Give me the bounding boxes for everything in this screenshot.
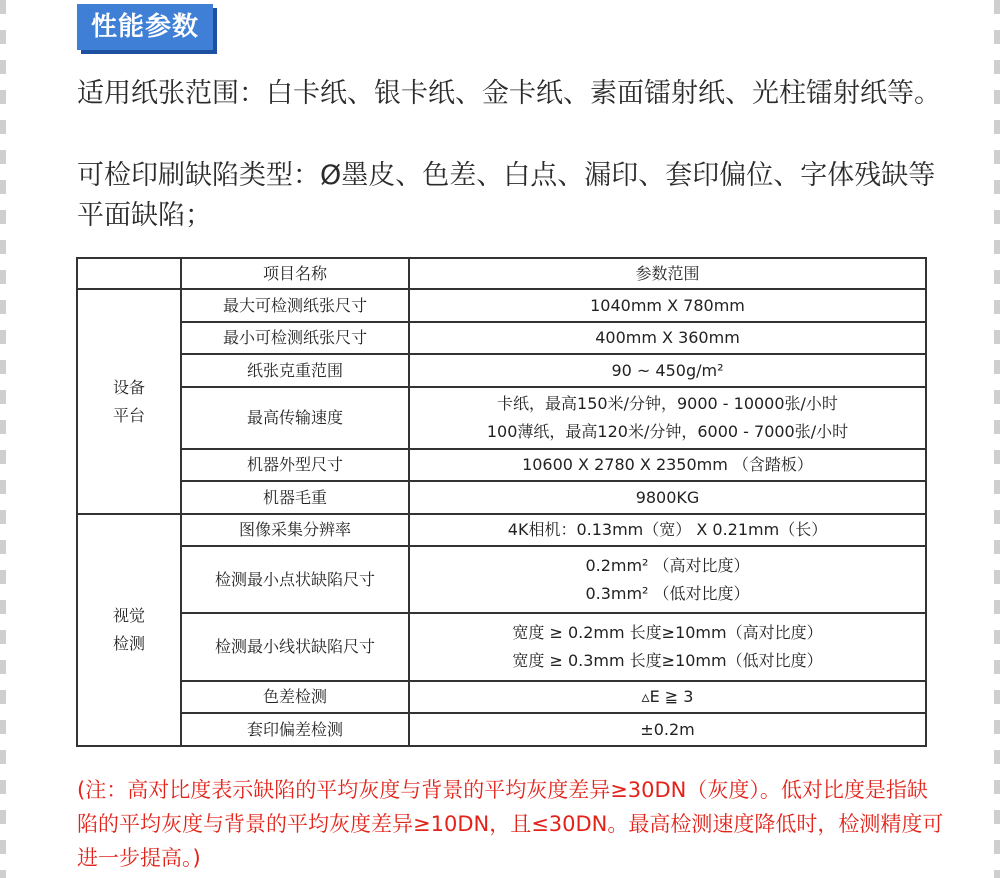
- group-label-line: 视觉: [112, 606, 145, 625]
- right-edge-decoration: [994, 0, 1000, 878]
- item-name: 机器毛重: [181, 481, 409, 514]
- param-value: 4K相机：0.13mm（宽） X 0.21mm（长）: [409, 514, 926, 546]
- item-name: 最高传输速度: [181, 387, 409, 449]
- table-row: [77, 546, 926, 613]
- item-name: 机器外型尺寸: [181, 449, 409, 481]
- table-row: [77, 481, 926, 514]
- parameter-table: [76, 257, 927, 747]
- item-name: 检测最小点状缺陷尺寸: [181, 546, 409, 613]
- item-name: 套印偏差检测: [181, 713, 409, 746]
- group-label-line: 设备: [112, 377, 145, 397]
- footnote: (注：高对比度表示缺陷的平均灰度与背景的平均灰度差异≥30DN（灰度）。低对比度是指缺陷的平均灰度与背景的平均灰度差异≥10DN，且≤30DN。最高检测速度降低时，检测精度可进一步提高。): [77, 778, 944, 870]
- group-label-line: 平台: [112, 405, 145, 425]
- group-label-line: 检测: [112, 634, 145, 653]
- item-name: 色差检测: [181, 681, 409, 713]
- table-row: [77, 449, 926, 481]
- section-title: 性能参数: [77, 4, 213, 50]
- param-value: 0.2mm² （高对比度） 0.3mm² （低对比度）: [409, 546, 926, 613]
- header-group: [77, 258, 181, 289]
- item-name: 最大可检测纸张尺寸: [181, 289, 409, 322]
- table-row: [77, 354, 926, 387]
- table-row: [77, 289, 926, 322]
- param-value: 90 ~ 450g/m²: [409, 354, 926, 387]
- param-value: 9800KG: [409, 481, 926, 514]
- header-param-range: 参数范围: [409, 258, 926, 289]
- table-row: [77, 514, 926, 546]
- table-row: [77, 322, 926, 354]
- applicable-paper-text: 适用纸张范围：白卡纸、银卡纸、金卡纸、素面镭射纸、光柱镭射纸等。: [77, 78, 941, 109]
- table-header-row: [77, 258, 926, 289]
- item-name: 图像采集分辨率: [181, 514, 409, 546]
- param-value: 400mm X 360mm: [409, 322, 926, 354]
- param-value: 10600 X 2780 X 2350mm （含踏板）: [409, 449, 926, 481]
- left-edge-decoration: [0, 0, 6, 878]
- param-value: ±0.2m: [409, 713, 926, 746]
- item-name: 最小可检测纸张尺寸: [181, 322, 409, 354]
- param-value: 宽度 ≥ 0.2mm 长度≥10mm（高对比度） 宽度 ≥ 0.3mm 长度≥10mm（低对比度）: [409, 613, 926, 681]
- header-item-name: 项目名称: [181, 258, 409, 289]
- group-label-equipment-platform: [77, 289, 181, 514]
- table-row: [77, 613, 926, 681]
- table-row: [77, 713, 926, 746]
- defect-types-text: 可检印刷缺陷类型：Ø墨皮、色差、白点、漏印、套印偏位、字体残缺等平面缺陷；: [77, 160, 936, 231]
- item-name: 检测最小线状缺陷尺寸: [181, 613, 409, 681]
- param-value: 1040mm X 780mm: [409, 289, 926, 322]
- table-row: [77, 681, 926, 713]
- param-value: ▵E ≧ 3: [409, 681, 926, 713]
- param-value: 卡纸，最高150米/分钟，9000 - 10000张/小时 100薄纸，最高120米/分钟，6000 - 7000张/小时: [409, 387, 926, 449]
- table-row: [77, 387, 926, 449]
- group-label-vision-inspection: [77, 514, 181, 746]
- item-name: 纸张克重范围: [181, 354, 409, 387]
